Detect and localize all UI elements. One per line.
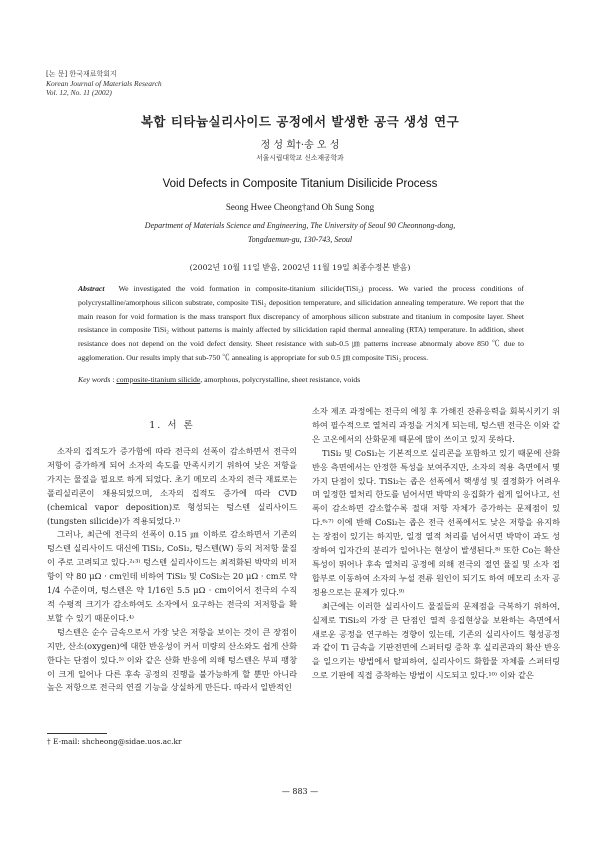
left-paragraph: 소자의 집적도가 증가함에 따라 전극의 선폭이 감소하면서 전극의 저항이 증가하게 되어 소자의 속도를 만족시키기 위하여 낮은 저항을 가지는 물질을 필요로 하게 되었다. 초기 메모리 소자의 전극 재료로는 폴리실리콘이 채용되었으며, 소자의 집적도 증가에 따라 CVD (chemical vapor deposition)로 형성되는 텅스텐 실리사이드(tungsten silicide)가 적용되었다.¹⁾ (47, 446, 297, 526)
left-column (47, 445, 297, 695)
right-paragraph: 최근에는 이러한 실리사이드 물질들의 문제점을 극복하기 위하여, 실제로 TiSi₂의 가장 큰 단점인 열적 응집현상을 보완하는 측면에서 새로운 공정을 연구하는 경향이 있는데, 기존의 실리사이드 형성공정과 같이 Ti 금속을 기판전면에 스퍼터링 증착 후 실리콘과의 확산 반응을 일으키는 방법에서 탈피하여, 실리사이드 화합물 자체를 스퍼터링으로 기판에 직접 증착하는 방법이 시도되고 있다.¹⁰⁾ 이와 같은 (312, 600, 560, 681)
page-number: — 883 — (281, 787, 319, 796)
footnote: † E-mail: shcheong@sidae.uos.ac.kr (47, 737, 182, 746)
journal-header (46, 70, 162, 97)
footnote-divider (47, 733, 107, 734)
abstract-text: We investigated the void formation in composite-titanium silicide(TiSi₂) process. We varied the process conditions of polycrystalline/amorphous silicon substrate, composite TiSi₂ deposition temperature, and silicidation annealing temperature. We report that the main reason for void formation is the mass transport flux discrepancy of amorphous silicon substrate and titanium in composite layer. Sheet resistance in composite TiSi₂ without patterns is mainly affected by silicidation rapid thermal annealing (RTA) temperature. In addition, sheet resistance does not depend on the void defect density. Sheet resistance with sub-0.5 ㎛ patterns increase abnormaly above 850 ℃ due to agglomeration. Our results imply that sub-750 ℃ annealing is appropriate for sub 0.5 ㎛ composite TiSi₂ process. (78, 284, 524, 362)
korean-title: 복합 티타늄실리사이드 공정에서 발생한 공극 생성 연구 (140, 114, 460, 129)
english-affiliation (0, 219, 600, 247)
english-affiliation-line2: Tongdaemun-gu, 130-743, Seoul (247, 235, 353, 244)
keywords: Key words : composite-titanium silicide, amorphous, polycrystalline, sheet resistance, voids (78, 375, 361, 384)
abstract-label: Abstract (78, 284, 105, 293)
english-affiliation-line1: Department of Materials Science and Engineering, The University of Seoul 90 Cheonnong-dong, (144, 221, 456, 230)
english-authors: Seong Hwee Cheong†and Oh Sung Song (225, 202, 375, 212)
right-paragraph: TiSi₂ 및 CoSi₂는 기본적으로 실리콘을 포함하고 있기 때문에 산화 반응 측면에서는 안정한 특성을 보여주지만, 소자의 적용 측면에서 몇 가지 단점이 있다. TiSi₂는 좁은 선폭에서 핵생성 및 결정화가 어려우며 일정한 열처리 한도를 넘어서면 박막의 응집화가 쉽게 일어나고, 선폭이 감소하면 감소할수록 절대 저항 자체가 증가하는 문제점이 있다.⁶˒⁷⁾ 이에 반해 CoSi₂는 좁은 전극 선폭에서도 낮은 저항을 유지하는 장점이 있기는 하지만, 일정 열적 처리를 넘어서면 박막이 과도 성장하여 입자간의 분리가 일어나는 현상이 발생된다.⁸⁾ 또한 Co는 확산 특성이 뛰어나 후속 열처리 공정에 의해 전극의 절연 물질 및 소자 접합부로 이동하여 소자의 누설 전류 원인이 되기도 하여 메모리 소자 공정용으로는 문제가 있다.⁹⁾ (312, 447, 560, 597)
right-column (312, 405, 560, 683)
abstract (78, 282, 524, 365)
section-title: 1. 서 론 (149, 420, 195, 431)
keyword-first: composite-titanium silicide (116, 375, 201, 384)
journal-header-line2: Korean Journal of Materials Research (46, 79, 162, 88)
received-dates: (2002년 10월 11일 받음, 2002년 11월 19일 최종수정본 받음) (189, 263, 411, 272)
right-paragraph: 소자 제조 과정에는 전극의 에칭 후 가해진 잔류응력을 회복시키기 위하여 필수적으로 열처리 과정을 거치게 되는데, 텅스텐 전극은 이와 같은 고온에서의 산화문제 때문에 많이 쓰이고 있지 못하다. (312, 406, 560, 444)
left-paragraph: 텅스텐은 순수 금속으로서 가장 낮은 저항을 보이는 것이 큰 장점이지만, 산소(oxygen)에 대한 반응성이 커서 미량의 산소와도 쉽게 산화한다는 단점이 있다.⁵⁾ 이와 같은 산화 반응에 의해 텅스텐은 부피 팽창이 크게 일어나 다른 후속 공정의 진행을 불가능하게 할 뿐만 아니라 높은 저항으로 전극의 연결 기능을 상실하게 만든다. 따라서 일반적인 (47, 626, 297, 693)
korean-affiliation: 서울시립대학교 신소재공학과 (256, 154, 344, 162)
korean-authors: 정 성 희†·송 오 성 (260, 140, 340, 151)
journal-header-line3: Vol. 12, No. 11 (2002) (46, 88, 112, 97)
left-paragraph: 그러나, 최근에 전극의 선폭이 0.15 ㎛ 이하로 감소하면서 기존의 텅스텐 실리사이드 대신에 TiSi₂, CoSi₂, 텅스텐(W) 등의 저저항 물질이 주로 고려되고 있다.²˒³⁾ 텅스텐 실리사이드는 최적화된 박막의 비저항이 약 80 μΩ · cm인데 비하여 TiSi₂ 및 CoSi₂는 20 μΩ · cm로 약 1/4 수준이며, 텅스텐은 약 1/16인 5.5 μΩ · cm이어서 전극의 수직적 수평적 크기가 감소하여도 소자에서 요구하는 전극의 저저항을 확보할 수 있기 때문이다.⁴⁾ (47, 529, 297, 623)
keywords-label: Key words (78, 375, 111, 384)
keywords-rest: , amorphous, polycrystalline, sheet resistance, voids (200, 375, 361, 384)
english-title: Void Defects in Composite Titanium Disilicide Process (162, 178, 438, 190)
journal-header-line1: [논 문] 한국재료학회지 (46, 70, 117, 78)
